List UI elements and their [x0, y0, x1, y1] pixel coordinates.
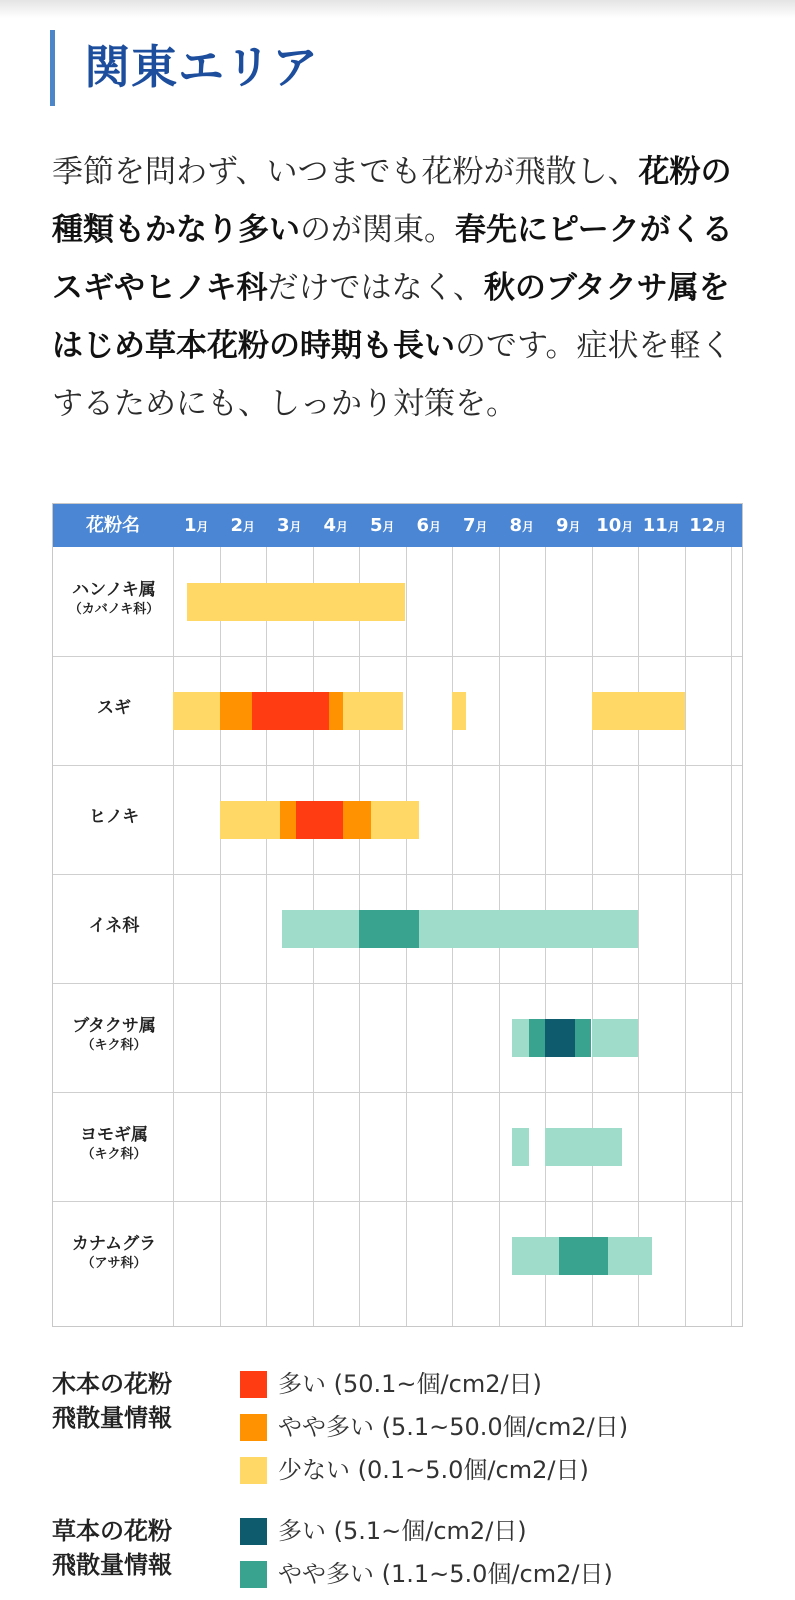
row-label — [53, 916, 175, 937]
month-unit: 月 — [382, 520, 395, 534]
row-family: （カバノキ科） — [68, 602, 160, 617]
month-number: 12 — [689, 515, 715, 536]
grid-hline — [53, 874, 742, 875]
pollen-bar-grass-low — [419, 910, 638, 948]
legend-swatch — [240, 1518, 267, 1545]
intro-emphasis: 春先にピークがくるスギやヒノキ科 — [52, 212, 733, 306]
legend-swatch — [240, 1561, 267, 1588]
row-family: （アサ科） — [81, 1256, 147, 1271]
intro-paragraph — [52, 143, 742, 433]
legend-subtitle-grass: 飛散量情報 — [52, 1551, 172, 1579]
pollen-bar-tree-mid — [343, 801, 371, 839]
grid-vline — [638, 547, 639, 1326]
month-header-9 — [545, 504, 592, 547]
row-label — [53, 1016, 175, 1055]
grid-vline — [731, 547, 732, 1326]
pollen-bar-tree-low — [343, 692, 403, 730]
row-name: ハンノキ属 — [72, 580, 156, 600]
legend-label: やや多い (1.1~5.0個/cm2/日) — [278, 1560, 613, 1588]
pollen-bar-grass-mid — [575, 1019, 591, 1057]
legend-label: 多い (5.1~個/cm2/日) — [278, 1517, 527, 1545]
row-family: （キク科） — [81, 1038, 147, 1053]
month-number: 4 — [323, 515, 336, 536]
month-unit: 月 — [621, 520, 634, 534]
row-label — [53, 1125, 175, 1164]
chart-header-row — [53, 504, 742, 547]
month-header-8 — [499, 504, 546, 547]
month-unit: 月 — [568, 520, 581, 534]
pollen-bar-grass-mid — [529, 1019, 545, 1057]
row-label — [53, 698, 175, 719]
grid-hline — [53, 983, 742, 984]
intro-text: だけではなく、 — [267, 270, 484, 306]
month-header-10 — [592, 504, 639, 547]
pollen-bar-tree-mid — [329, 692, 343, 730]
legend-label: 少ない (0.1~5.0個/cm2/日) — [278, 1456, 589, 1484]
month-unit: 月 — [475, 520, 488, 534]
pollen-bar-grass-mid — [559, 1237, 608, 1275]
month-number: 7 — [462, 515, 476, 536]
pollen-bar-grass-low — [592, 1019, 639, 1057]
row-label — [53, 580, 175, 619]
grid-hline — [53, 765, 742, 766]
pollen-bar-tree-mid — [220, 692, 253, 730]
header-pollen-name: 花粉名 — [86, 515, 140, 536]
month-number: 10 — [596, 515, 622, 536]
month-unit: 月 — [714, 520, 727, 534]
month-number: 8 — [509, 515, 522, 536]
month-number: 6 — [416, 515, 429, 536]
month-number: 9 — [555, 515, 569, 536]
month-header-2 — [220, 504, 267, 547]
month-header-12 — [685, 504, 732, 547]
row-name: ブタクサ属 — [72, 1016, 156, 1036]
month-unit: 月 — [667, 520, 680, 534]
row-name: ヨモギ属 — [80, 1125, 148, 1145]
month-unit: 月 — [289, 520, 302, 534]
legend-label: やや多い (5.1~50.0個/cm2/日) — [278, 1413, 629, 1441]
row-label — [53, 807, 175, 828]
pollen-bar-grass-low — [282, 910, 359, 948]
pollen-bar-tree-low — [452, 692, 466, 730]
legend-subtitle-tree: 飛散量情報 — [52, 1404, 172, 1432]
row-name: カナムグラ — [71, 1234, 157, 1254]
top-shadow — [0, 0, 795, 18]
month-unit: 月 — [243, 520, 256, 534]
grid-vline — [685, 547, 686, 1326]
month-header-3 — [266, 504, 313, 547]
row-name: スギ — [97, 698, 131, 718]
grid-hline — [53, 1092, 742, 1093]
legend-swatch — [240, 1414, 267, 1441]
month-header-6 — [406, 504, 453, 547]
legend-title-tree: 木本の花粉 — [52, 1370, 172, 1398]
pollen-bar-grass-low — [512, 1128, 528, 1166]
intro-text: 季節を問わず、いつまでも花粉が飛散し、 — [52, 154, 639, 190]
month-header-4 — [313, 504, 360, 547]
pollen-bar-tree-low — [592, 692, 685, 730]
month-number: 11 — [642, 515, 668, 536]
pollen-bar-grass-low — [608, 1237, 652, 1275]
month-number: 1 — [183, 515, 197, 536]
pollen-calendar-chart — [52, 503, 743, 1327]
month-unit: 月 — [522, 520, 535, 534]
month-header-7 — [452, 504, 499, 547]
pollen-bar-grass-low — [512, 1237, 559, 1275]
month-header-5 — [359, 504, 406, 547]
row-name: ヒノキ — [88, 807, 140, 827]
row-label — [53, 1234, 175, 1273]
legend-swatch — [240, 1457, 267, 1484]
legend-title-grass: 草本の花粉 — [52, 1517, 172, 1545]
month-unit: 月 — [429, 520, 442, 534]
pollen-bar-grass-low — [512, 1019, 528, 1057]
heading-accent-bar — [50, 30, 55, 106]
pollen-bar-tree-high — [252, 692, 329, 730]
pollen-bar-tree-mid — [280, 801, 296, 839]
month-header-11 — [638, 504, 685, 547]
month-header-1 — [173, 504, 220, 547]
month-number: 5 — [369, 515, 383, 536]
intro-emphasis: 秋のブタクサ属をはじめ草本花粉の時期も長い — [52, 270, 730, 364]
intro-text: のが関東。 — [300, 212, 455, 248]
row-family: （キク科） — [81, 1147, 147, 1162]
page-title: 関東エリア — [84, 40, 319, 94]
month-number: 3 — [276, 515, 290, 536]
pollen-bar-tree-low — [371, 801, 420, 839]
intro-text: のです。症状を軽くするためにも、しっかり対策を。 — [52, 328, 732, 422]
pollen-bar-grass-mid — [359, 910, 419, 948]
legend-swatch — [240, 1371, 267, 1398]
grid-hline — [53, 1201, 742, 1202]
grid-vline — [266, 547, 267, 1326]
grid-vline — [220, 547, 221, 1326]
legend-label: 多い (50.1~個/cm2/日) — [278, 1370, 542, 1398]
month-number: 2 — [230, 515, 243, 536]
pollen-bar-grass-high — [545, 1019, 575, 1057]
grid-hline — [53, 656, 742, 657]
pollen-bar-tree-low — [173, 692, 220, 730]
pollen-bar-tree-high — [296, 801, 343, 839]
pollen-bar-tree-low — [220, 801, 280, 839]
row-name: イネ科 — [88, 916, 140, 936]
intro-emphasis: 花粉の種類もかなり多い — [52, 154, 732, 248]
pollen-bar-grass-low — [545, 1128, 622, 1166]
pollen-bar-tree-low — [187, 583, 406, 621]
month-unit: 月 — [196, 520, 209, 534]
month-unit: 月 — [336, 520, 349, 534]
